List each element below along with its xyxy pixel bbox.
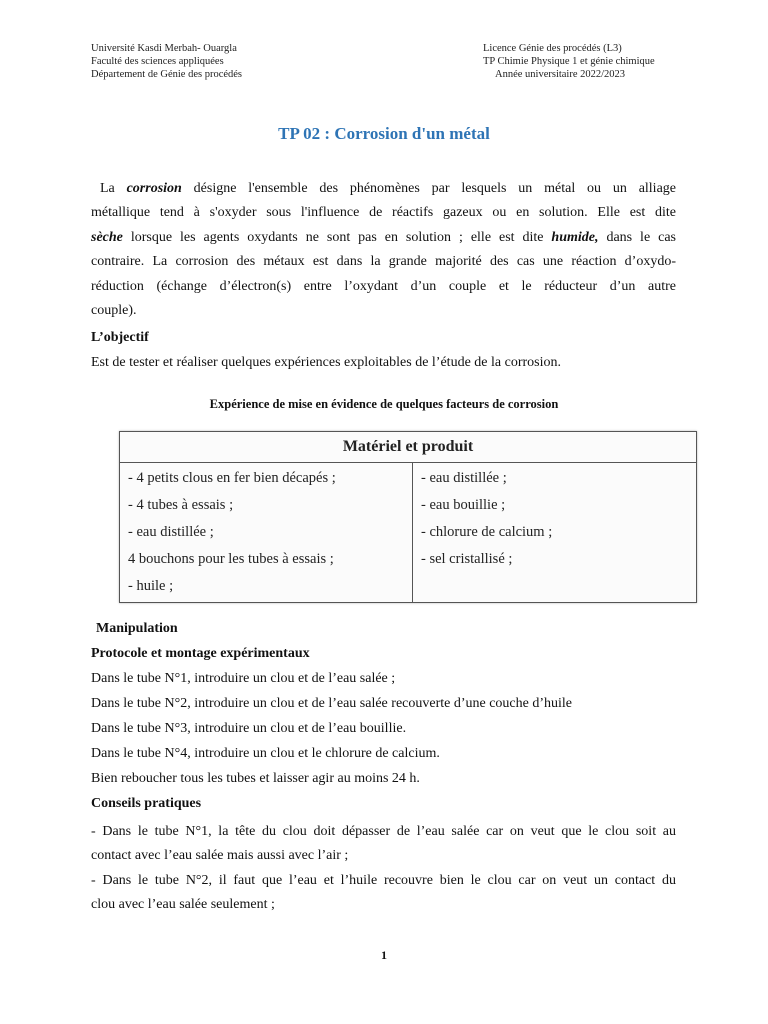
intro-line-1 xyxy=(91,177,676,201)
manipulation-heading: Manipulation xyxy=(96,621,178,636)
material-item: - huile ; xyxy=(128,578,174,594)
product-item: - sel cristallisé ; xyxy=(421,551,513,567)
conseil-line-1: - Dans le tube N°1, la tête du clou doit dépasser de l’eau salée car on veut que le clou soit au xyxy=(91,824,676,839)
experience-title: Expérience de mise en évidence de quelques facteurs de corrosion xyxy=(209,397,559,411)
header-course: TP Chimie Physique 1 et génie chimique xyxy=(483,56,655,67)
material-item: - eau distillée ; xyxy=(128,524,214,540)
intro-text: dans le cas xyxy=(598,229,676,245)
material-item: - 4 petits clous en fer bien décapés ; xyxy=(128,470,336,486)
intro-text: désigne l'ensemble des phénomènes par lesquels un métal ou un alliage xyxy=(181,181,676,196)
intro-line-3 xyxy=(91,226,676,250)
intro-paragraph xyxy=(91,177,676,323)
header-university: Université Kasdi Merbah- Ouargla xyxy=(91,43,237,54)
header-left xyxy=(91,42,242,81)
conseil-line-4: clou avec l’eau salée seulement ; xyxy=(91,897,275,913)
product-item: - eau distillée ; xyxy=(421,470,507,486)
materials-left-column xyxy=(120,463,413,603)
header-department: Département de Génie des procédés xyxy=(91,69,243,80)
protocol-step-1: Dans le tube N°1, introduire un clou et de l’eau salée ; xyxy=(91,671,396,686)
term-seche: sèche xyxy=(91,229,123,245)
material-item: - 4 tubes à essais ; xyxy=(128,497,234,513)
intro-line-6: couple). xyxy=(91,302,137,318)
header-faculty: Faculté des sciences appliquées xyxy=(91,56,224,67)
intro-text: La xyxy=(100,181,127,196)
protocol-step-3: Dans le tube N°3, introduire un clou et de l’eau bouillie. xyxy=(91,721,407,736)
conseil-line-2: contact avec l’eau salée mais aussi avec l’air ; xyxy=(91,848,349,864)
intro-line-5: réduction (échange d’électron(s) entre l’oxydant d’un couple et le réducteur d’un autre xyxy=(91,278,676,294)
term-corrosion: corrosion xyxy=(126,181,182,196)
protocol-step-4: Dans le tube N°4, introduire un clou et le chlorure de calcium. xyxy=(91,746,440,761)
objectif-heading: L’objectif xyxy=(91,330,149,345)
page-number: 1 xyxy=(381,948,387,962)
term-humide: humide, xyxy=(551,229,599,245)
header-right xyxy=(483,42,655,81)
protocol-step-5: Bien reboucher tous les tubes et laisser agir au moins 24 h. xyxy=(91,771,420,786)
materials-table-header: Matériel et produit xyxy=(120,432,697,463)
materials-table xyxy=(119,431,697,603)
header-licence: Licence Génie des procédés (L3) xyxy=(483,43,622,54)
product-item: - eau bouillie ; xyxy=(421,497,506,513)
page-title: TP 02 : Corrosion d'un métal xyxy=(278,124,490,143)
protocol-step-2: Dans le tube N°2, introduire un clou et de l’eau salée recouverte d’une couche d’huile xyxy=(91,696,573,711)
material-item: 4 bouchons pour les tubes à essais ; xyxy=(128,551,334,567)
header-year: Année universitaire 2022/2023 xyxy=(495,69,626,80)
materials-right-column xyxy=(413,463,697,603)
product-item: - chlorure de calcium ; xyxy=(421,524,553,540)
intro-line-2: métallique tend à s'oxyder sous l'influence de réactifs gazeux ou en solution. Elle est dite xyxy=(91,205,676,221)
objectif-text: Est de tester et réaliser quelques expériences exploitables de l’étude de la corrosion. xyxy=(91,355,561,370)
intro-line-4: contraire. La corrosion des métaux est dans la grande majorité des cas une réaction d’oxydo- xyxy=(91,254,676,270)
intro-text: lorsque les agents oxydants ne sont pas en solution ; elle est dite xyxy=(122,229,552,245)
protocole-heading: Protocole et montage expérimentaux xyxy=(91,646,310,661)
conseils-heading: Conseils pratiques xyxy=(91,796,202,811)
conseils-paragraph xyxy=(91,820,676,918)
conseil-line-3: - Dans le tube N°2, il faut que l’eau et l’huile recouvre bien le clou car on veut un contact du xyxy=(91,872,676,888)
